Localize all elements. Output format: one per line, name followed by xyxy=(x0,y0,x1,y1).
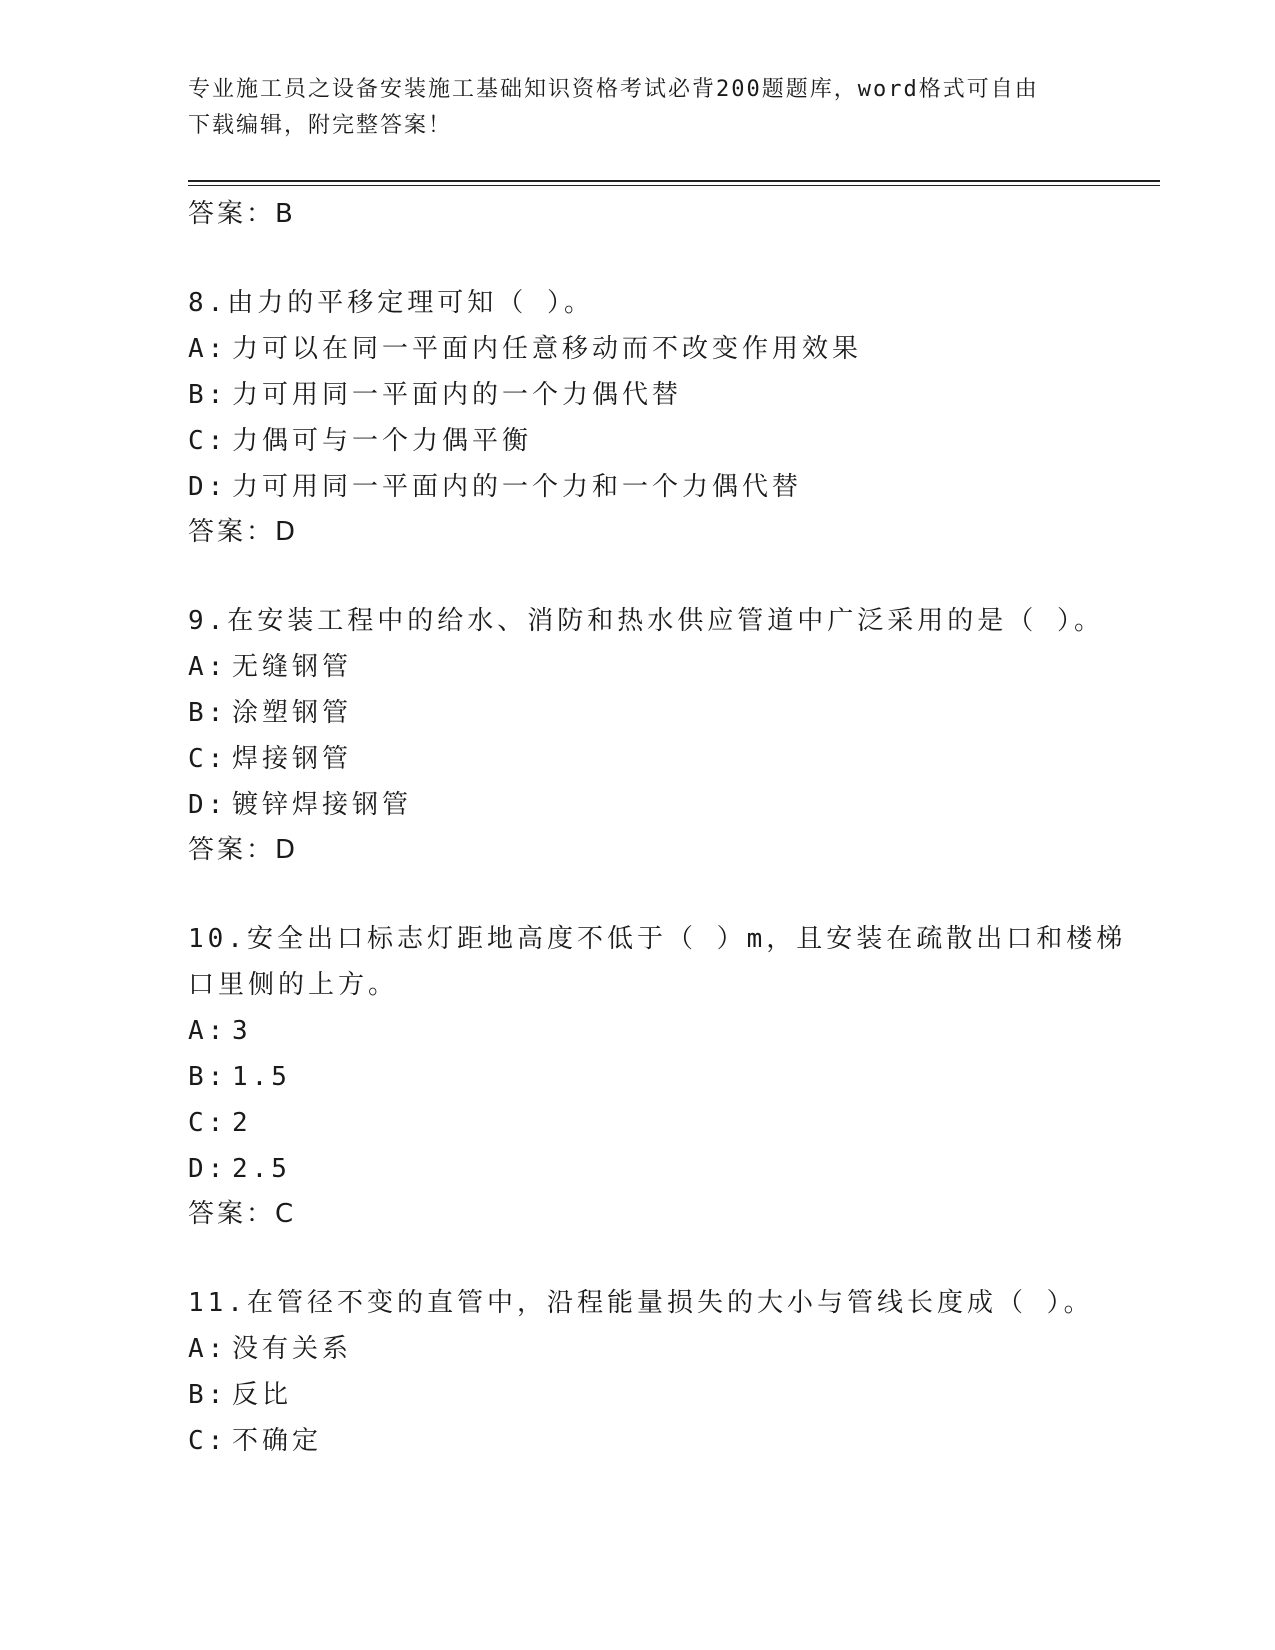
option-text: 镀锌焊接钢管 xyxy=(232,790,413,820)
option-text: 力可用同一平面内的一个力和一个力偶代替 xyxy=(232,472,803,502)
option-text: 不确定 xyxy=(232,1426,323,1456)
option-d xyxy=(188,1146,1088,1192)
header-line-2: 下载编辑，附完整答案！ xyxy=(188,113,453,138)
question-text: 11.在管径不变的直管中，沿程能量损失的大小与管线长度成（ ）。 xyxy=(188,1288,1094,1318)
option-text: 3 xyxy=(232,1016,252,1046)
option-letter: D: xyxy=(188,472,228,502)
question-text-continued: 口里侧的上方。 xyxy=(188,970,399,1000)
option-d xyxy=(188,782,1088,828)
option-letter: B: xyxy=(188,380,228,410)
option-b xyxy=(188,1054,1088,1100)
header-divider-thick xyxy=(188,180,1160,182)
document-header xyxy=(188,72,1088,144)
option-letter: B: xyxy=(188,698,228,728)
option-text: 力偶可与一个力偶平衡 xyxy=(232,426,533,456)
option-c xyxy=(188,736,1088,782)
header-divider-thin xyxy=(188,185,1160,186)
question-10 xyxy=(188,916,1127,1236)
option-a xyxy=(188,1326,1088,1372)
option-letter: C: xyxy=(188,1426,228,1456)
question-text: 9.在安装工程中的给水、消防和热水供应管道中广泛采用的是（ ）。 xyxy=(188,606,1104,636)
option-letter: A: xyxy=(188,334,228,364)
previous-answer: 答案：B xyxy=(188,199,296,229)
option-d xyxy=(188,464,1088,510)
option-text: 力可以在同一平面内任意移动而不改变作用效果 xyxy=(232,334,863,364)
option-letter: D: xyxy=(188,790,228,820)
question-11 xyxy=(188,1280,1094,1464)
option-letter: C: xyxy=(188,426,228,456)
question-list xyxy=(188,190,1127,1464)
option-text: 反比 xyxy=(232,1380,293,1410)
option-text: 2 xyxy=(232,1108,252,1138)
option-a xyxy=(188,326,1088,372)
option-c xyxy=(188,1100,1088,1146)
option-letter: A: xyxy=(188,1016,228,1046)
option-text: 涂塑钢管 xyxy=(232,698,353,728)
option-a xyxy=(188,644,1088,690)
option-text: 1.5 xyxy=(232,1062,291,1092)
option-b xyxy=(188,690,1088,736)
option-text: 无缝钢管 xyxy=(232,652,353,682)
option-b xyxy=(188,372,1088,418)
option-letter: D: xyxy=(188,1154,228,1184)
option-letter: C: xyxy=(188,744,228,774)
header-line-1: 专业施工员之设备安装施工基础知识资格考试必背200题题库，word格式可自由 xyxy=(188,77,1039,102)
option-text: 2.5 xyxy=(232,1154,291,1184)
option-letter: B: xyxy=(188,1062,228,1092)
option-letter: A: xyxy=(188,1334,228,1364)
answer: 答案：D xyxy=(188,517,299,547)
question-9 xyxy=(188,598,1104,872)
answer: 答案：D xyxy=(188,835,299,865)
question-text: 8.由力的平移定理可知（ ）。 xyxy=(188,288,594,318)
answer: 答案：C xyxy=(188,1199,297,1229)
option-a xyxy=(188,1008,1088,1054)
option-c xyxy=(188,418,1088,464)
question-8 xyxy=(188,280,1088,554)
option-text: 焊接钢管 xyxy=(232,744,353,774)
option-c xyxy=(188,1418,1088,1464)
option-text: 没有关系 xyxy=(232,1334,353,1364)
option-letter: C: xyxy=(188,1108,228,1138)
option-text: 力可用同一平面内的一个力偶代替 xyxy=(232,380,683,410)
question-text: 10.安全出口标志灯距地高度不低于（ ）m，且安装在疏散出口和楼梯 xyxy=(188,924,1127,954)
option-letter: A: xyxy=(188,652,228,682)
option-letter: B: xyxy=(188,1380,228,1410)
option-b xyxy=(188,1372,1088,1418)
